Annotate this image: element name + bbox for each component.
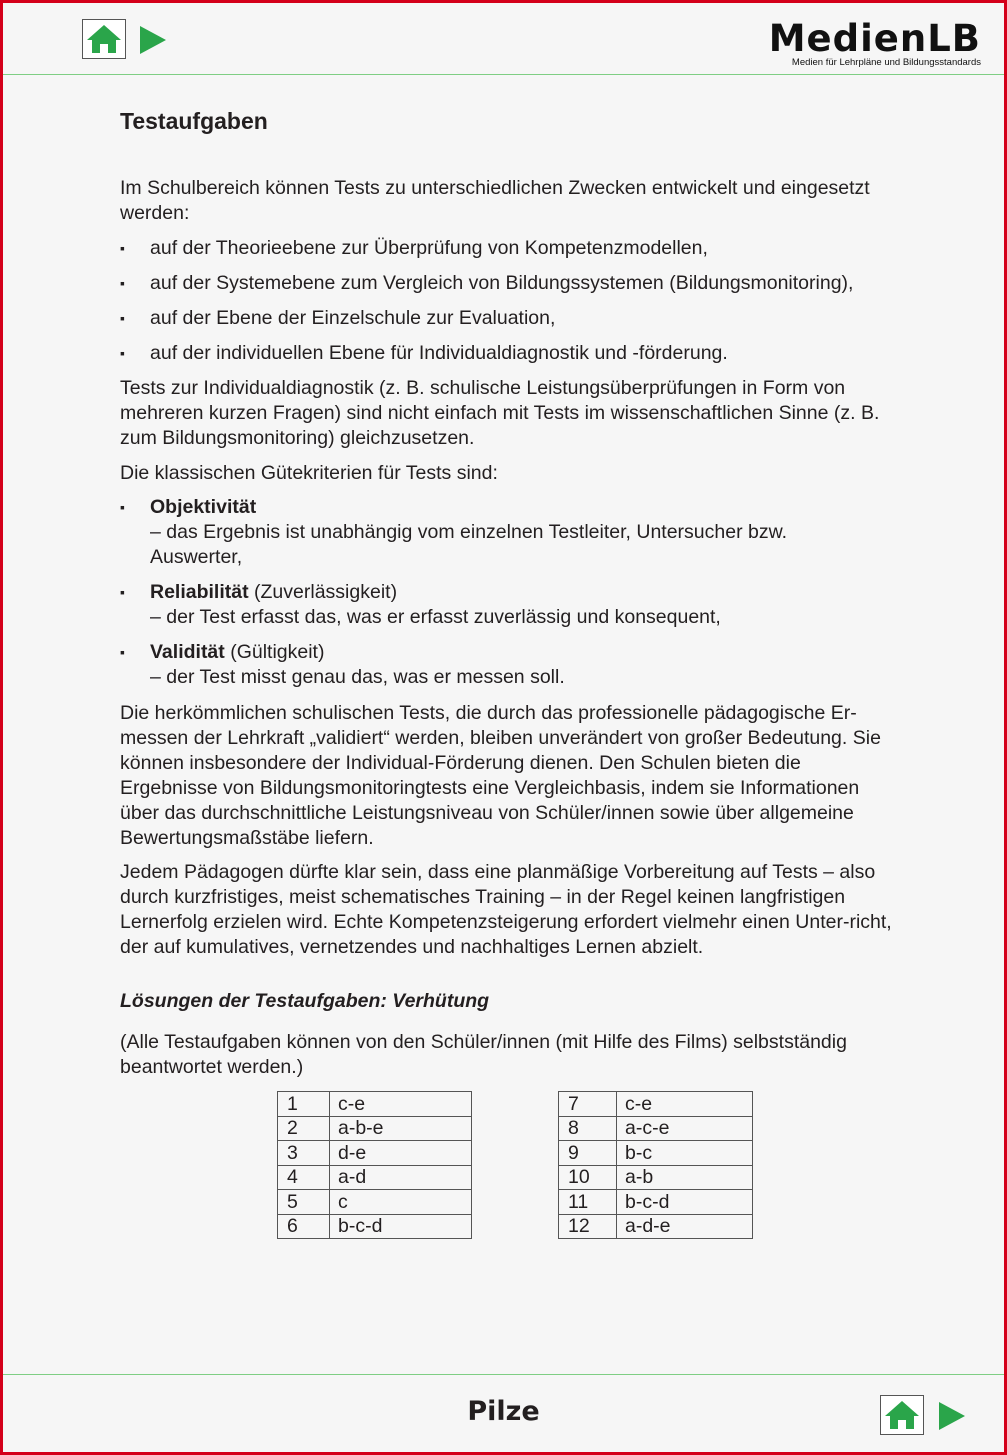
task-number-cell: 11 xyxy=(559,1190,617,1215)
teachers-paragraph: Jedem Pädagogen dürfte klar sein, dass eine planmäßige Vorbereitung auf Tests – also durch kurzfristiges, meist schematisches Training – in der Regel keinen langfristigen Lernerfolg erzielen wird. Echte Kompetenzsteigerung erfordert vielmehr einen Unter-richt, der auf kumulatives, vernetzendes und nachhaltiges Lernen abzielt. xyxy=(120,861,892,958)
answer-cell: b-c-d xyxy=(330,1214,472,1239)
solutions-table-left xyxy=(277,1091,472,1239)
header-divider xyxy=(3,74,1004,75)
task-number-cell: 4 xyxy=(278,1165,330,1190)
answer-cell: b-c-d xyxy=(617,1190,753,1215)
table-row xyxy=(559,1190,753,1215)
bullet-marker: ▪ xyxy=(120,644,125,660)
criterion-text xyxy=(150,495,920,570)
home-icon xyxy=(883,1399,921,1431)
play-arrow-icon xyxy=(939,1402,965,1430)
task-number-cell: 10 xyxy=(559,1165,617,1190)
table-row xyxy=(278,1214,472,1239)
individual-diagnostics-paragraph: Tests zur Individualdiagnostik (z. B. schulische Leistungsüberprüfungen in Form von mehreren kurzen Fragen) sind nicht einfach mit Tests im wissenschaftlichen Sinne (z. B. zum Bildungsmonitoring) gleichzusetzen. xyxy=(120,377,880,449)
task-number-cell: 12 xyxy=(559,1214,617,1239)
task-number-cell: 7 xyxy=(559,1092,617,1117)
next-page-button[interactable] xyxy=(937,1400,967,1432)
answer-cell: c-e xyxy=(617,1092,753,1117)
page-title: Testaufgaben xyxy=(120,108,268,134)
logo-subtitle: Medien für Lehrpläne und Bildungsstandards xyxy=(791,57,981,68)
task-number-cell: 3 xyxy=(278,1141,330,1166)
table-row xyxy=(559,1116,753,1141)
criterion-item xyxy=(120,495,920,568)
footer-title: Pilze xyxy=(467,1396,540,1427)
list-item xyxy=(120,341,920,366)
answer-cell: c xyxy=(330,1190,472,1215)
criterion-name: Objektivität xyxy=(150,496,257,518)
criterion-text xyxy=(150,580,920,630)
criterion-description: – das Ergebnis ist unabhängig vom einzelnen Testleiter, Untersucher bzw. Auswerter, xyxy=(150,521,788,568)
traditional-tests-paragraph: Die herkömmlichen schulischen Tests, die durch das professionelle pädagogische Er-messen der Lehrkraft „validiert“ werden, bleiben unverändert von großer Bedeutung. Sie können insbesondere der Individual-Förderung dienen. Den Schulen bieten die Ergebnisse von Bildungsmonitoringtests eine Vergleichbasis, indem sie Informationen über das durchschnittliche Leistungsniveau von Schüler/innen sowie über allgemeine Bewertungsmaßstäbe liefern. xyxy=(120,702,881,849)
answer-cell: a-d-e xyxy=(617,1214,753,1239)
criterion-note: (Gültigkeit) xyxy=(224,641,325,663)
list-item xyxy=(120,306,920,331)
criterion-name: Validität xyxy=(150,641,225,663)
solutions-table-right xyxy=(558,1091,753,1239)
criterion-note: (Zuverlässigkeit) xyxy=(248,581,398,603)
home-icon xyxy=(85,23,123,55)
brand-logo xyxy=(767,17,981,68)
solutions-heading: Lösungen der Testaufgaben: Verhütung xyxy=(120,990,490,1012)
list-item xyxy=(120,236,920,261)
bullet-marker: ▪ xyxy=(120,499,125,515)
task-number-cell: 6 xyxy=(278,1214,330,1239)
intro-paragraph: Im Schulbereich können Tests zu unterschiedlichen Zwecken entwickelt und eingesetzt werden: xyxy=(120,177,870,224)
table-row xyxy=(278,1165,472,1190)
play-arrow-icon xyxy=(140,26,166,54)
list-item-text: auf der individuellen Ebene für Individualdiagnostik und -förderung. xyxy=(150,342,728,364)
task-number-cell: 1 xyxy=(278,1092,330,1117)
criterion-description: – der Test misst genau das, was er messen soll. xyxy=(150,666,565,688)
task-number-cell: 5 xyxy=(278,1190,330,1215)
footer-divider xyxy=(3,1374,1004,1375)
table-row xyxy=(278,1092,472,1117)
table-row xyxy=(278,1141,472,1166)
bullet-marker: ▪ xyxy=(120,310,125,326)
table-row xyxy=(559,1165,753,1190)
home-button[interactable] xyxy=(82,19,126,59)
list-item-text: auf der Theorieebene zur Überprüfung von Kompetenzmodellen, xyxy=(150,237,708,259)
bullet-marker: ▪ xyxy=(120,275,125,291)
answer-cell: a-b xyxy=(617,1165,753,1190)
criterion-item xyxy=(120,640,920,690)
task-number-cell: 2 xyxy=(278,1116,330,1141)
bullet-marker: ▪ xyxy=(120,584,125,600)
answer-cell: d-e xyxy=(330,1141,472,1166)
criterion-item xyxy=(120,580,920,630)
list-item-text: auf der Ebene der Einzelschule zur Evaluation, xyxy=(150,307,556,329)
next-page-button[interactable] xyxy=(138,24,168,56)
answer-cell: b-c xyxy=(617,1141,753,1166)
home-button[interactable] xyxy=(880,1395,924,1435)
answer-cell: c-e xyxy=(330,1092,472,1117)
answer-cell: a-d xyxy=(330,1165,472,1190)
criterion-description: – der Test erfasst das, was er erfasst zuverlässig und konsequent, xyxy=(150,606,721,628)
table-row xyxy=(559,1092,753,1117)
list-item xyxy=(120,271,920,296)
task-number-cell: 8 xyxy=(559,1116,617,1141)
bullet-marker: ▪ xyxy=(120,345,125,361)
task-number-cell: 9 xyxy=(559,1141,617,1166)
list-item-text: auf der Systemebene zum Vergleich von Bildungssystemen (Bildungsmonitoring), xyxy=(150,272,854,294)
criteria-intro: Die klassischen Gütekriterien für Tests sind: xyxy=(120,462,498,484)
criterion-name: Reliabilität xyxy=(150,581,249,603)
criterion-text xyxy=(150,640,920,690)
table-row xyxy=(278,1116,472,1141)
solutions-note: (Alle Testaufgaben können von den Schüler/innen (mit Hilfe des Films) selbstständig beantwortet werden.) xyxy=(120,1031,847,1078)
bullet-marker: ▪ xyxy=(120,240,125,256)
answer-cell: a-c-e xyxy=(617,1116,753,1141)
answer-cell: a-b-e xyxy=(330,1116,472,1141)
table-row xyxy=(278,1190,472,1215)
table-row xyxy=(559,1214,753,1239)
logo-title: MedienLB xyxy=(768,17,981,60)
table-row xyxy=(559,1141,753,1166)
